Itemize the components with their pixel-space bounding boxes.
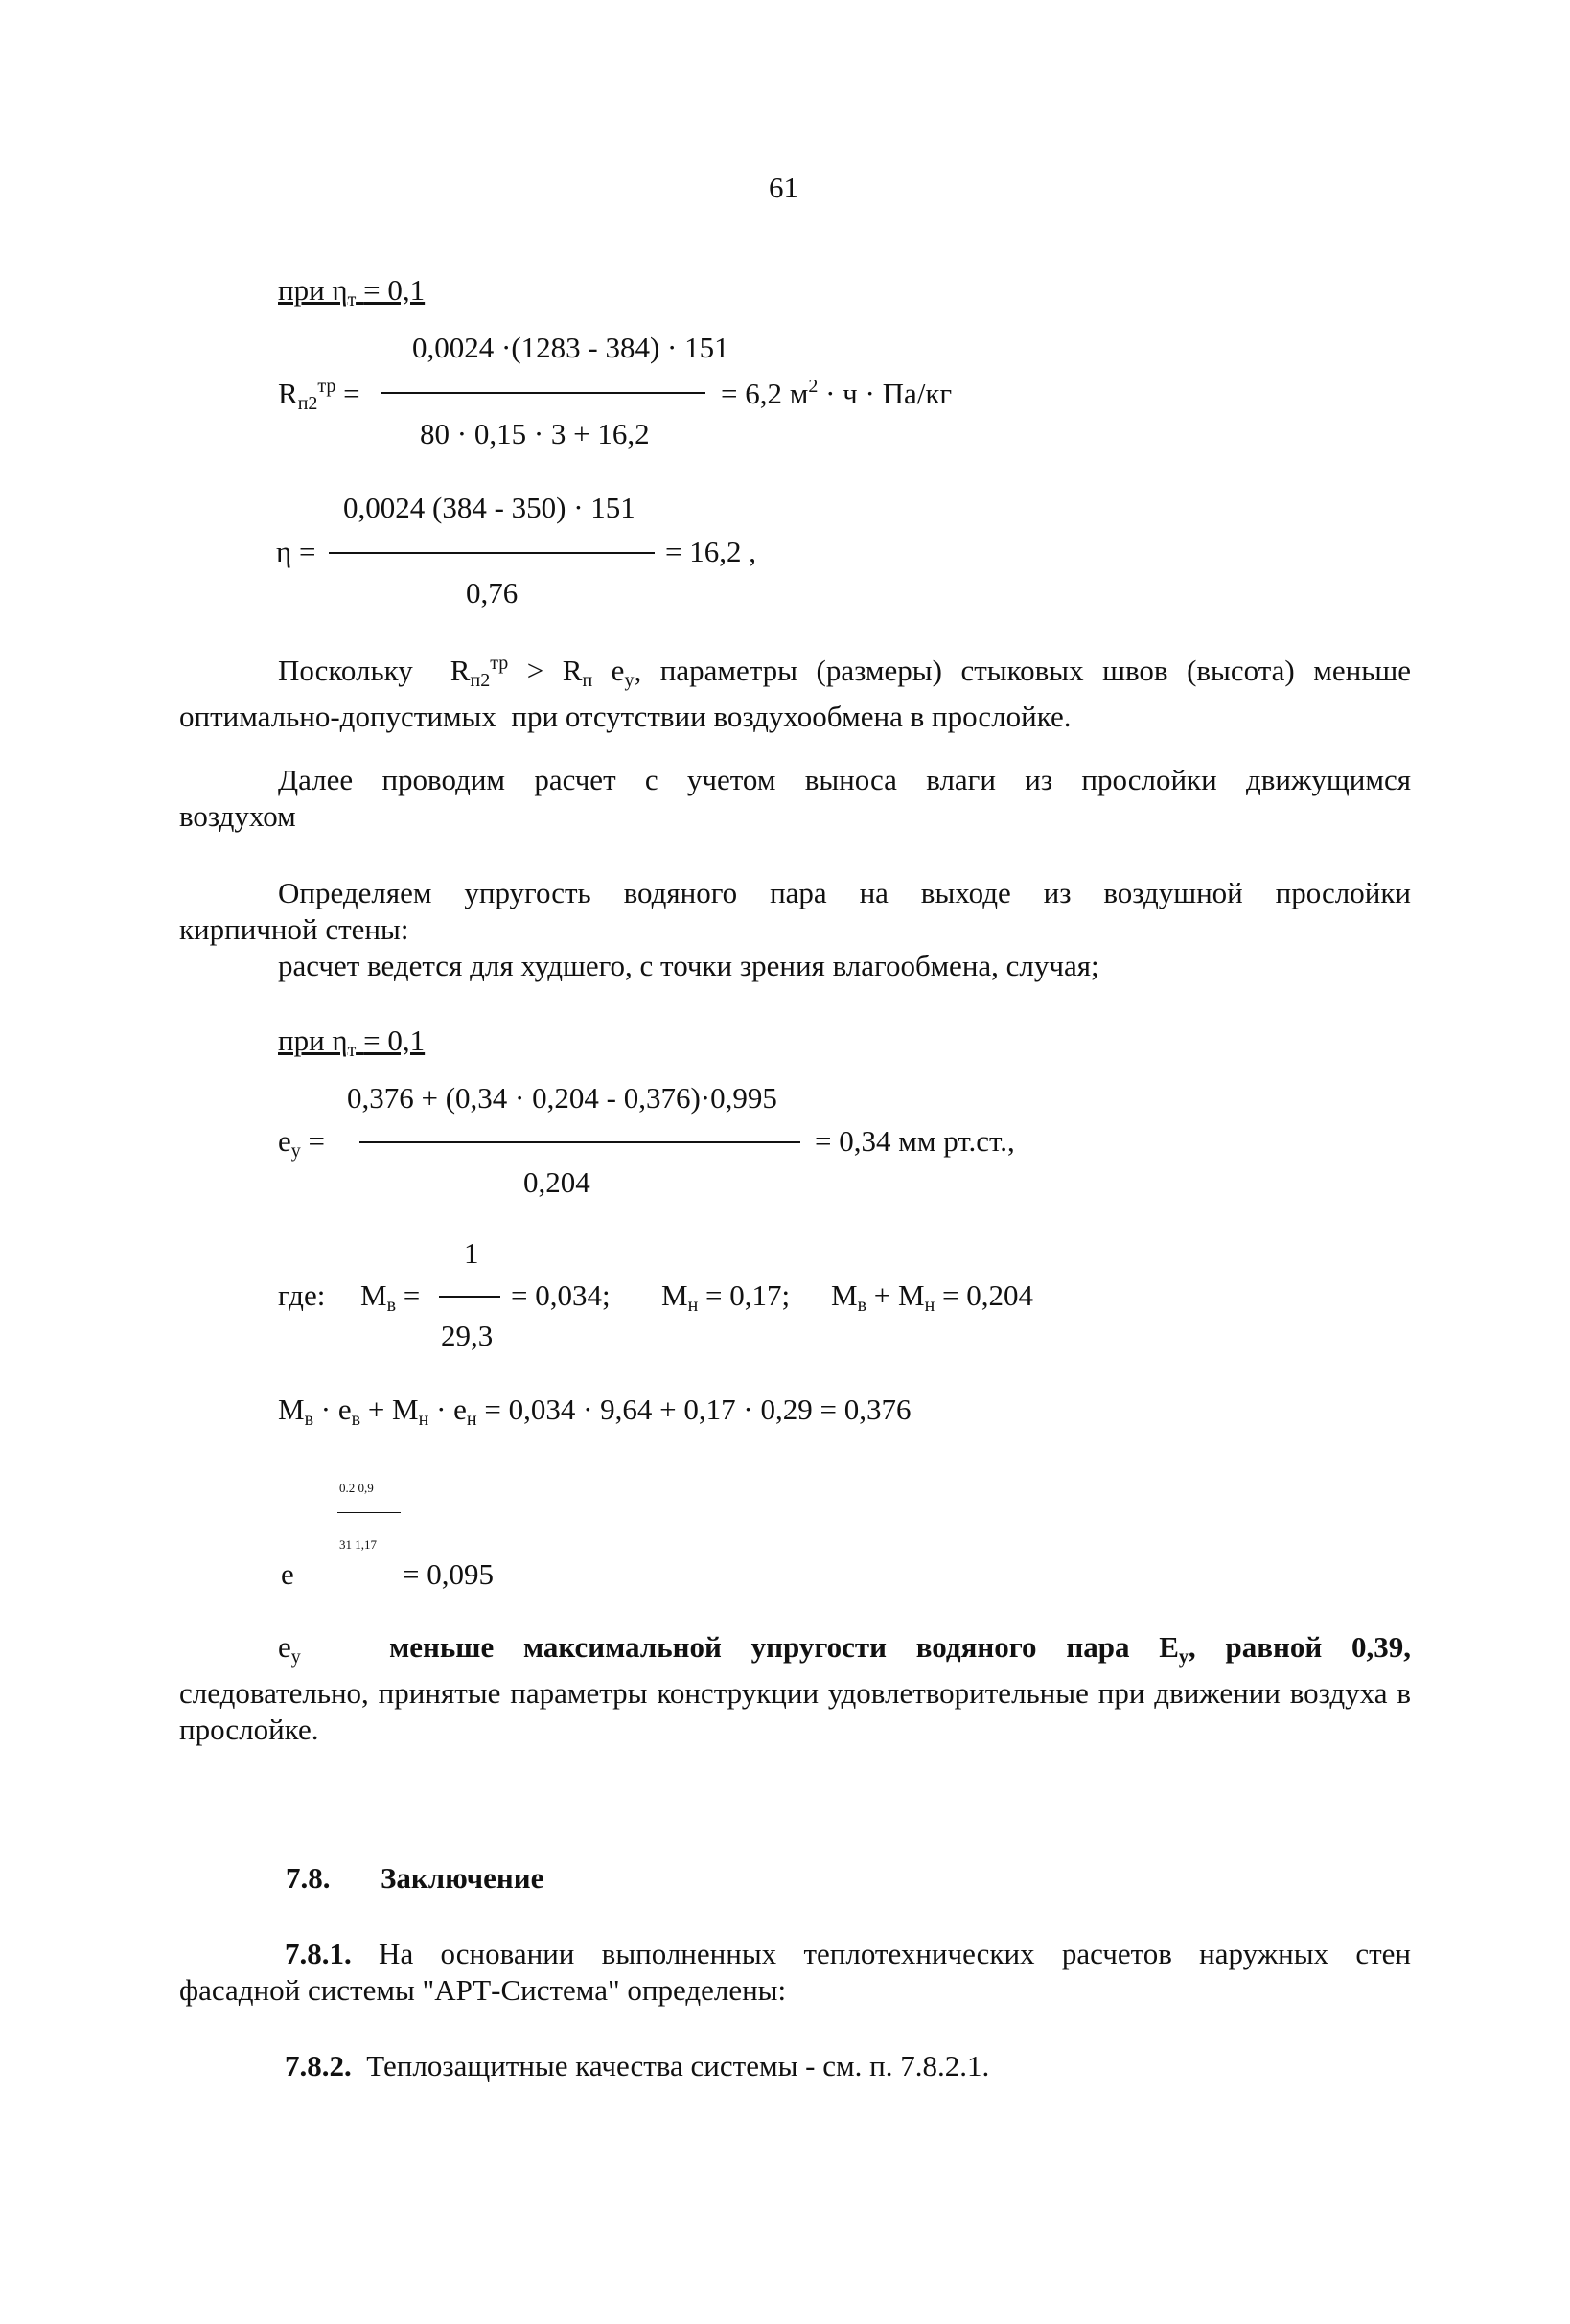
condition-line-1 [278,275,425,310]
page-number: 61 [769,171,798,204]
ey-denominator: 0,204 [523,1165,590,1199]
e-result: = 0,095 [403,1557,494,1591]
ey-result: = 0,34 мм рт.ст., [815,1124,1015,1158]
mv-lhs: $М_в$ = [360,1278,421,1316]
eta-denominator: 0,76 [466,576,519,610]
item-7-8-2: 7.8.2. Теплозащитные качества системы - см. п. 7.8.2.1. [285,2049,990,2082]
paragraph-determine: Определяем упругость водяного пара на выходе из воздушной прослойки кирпичной стены: [179,876,1411,946]
paragraph-further: Далее проводим расчет с учетом выноса влаги из прослойки движущимся воздухом [179,763,1411,833]
condition-text: при $\eta_т = 0,1$ [278,273,426,311]
r-denominator: 80 · 0,15 · 3 + 16,2 [420,417,650,450]
ey-lhs: $е_у$ = [278,1124,325,1162]
exponent-bottom: 31 1,17 [339,1537,377,1552]
exponent-fraction-line [337,1512,401,1513]
mv-ev-line: $М_в \cdot е_в + М_н \cdot е_н = 0,034 \cdot 9,64 + 0,17 \cdot 0,29 = 0,376$ [278,1392,912,1430]
mn-value: $М_н = 0,17$; [661,1278,791,1316]
conclusion-line-2: следовательно, принятые параметры конструкции удовлетворительные при движении воздуха в прослойке. [179,1676,1411,1746]
section-number: 7.8. [286,1861,331,1895]
eta-result: = 16,2 , [665,535,756,568]
r-numerator: 0,0024 ·(1283 - 384) · 151 [412,331,729,364]
eta-lhs: η = [276,535,316,568]
mv-denominator: 29,3 [441,1319,494,1352]
r-fraction-line [381,392,705,394]
mv-fraction-line [439,1296,500,1298]
where-label: где: [278,1278,326,1312]
r-lhs: $R_{п2}^{тр}$ = [278,376,360,414]
paragraph-since: Поскольку $R_{п2}^{тр} > R_п$ $е_у$, параметры (размеры) стыковых швов (высота) меньше оптимально-допустимых при отсутствии воздухообмена в прослойке. [179,653,1412,733]
eta-fraction-line [329,552,655,554]
condition-line-2: при $\eta_т = 0,1$ [278,1024,426,1061]
r-result: = 6,2 $м^2 \cdot ч \cdot Па/кг$ [721,376,953,410]
mv-numerator: 1 [464,1236,479,1270]
ey-numerator: 0,376 + (0,34 · 0,204 - 0,376)·0,995 [347,1081,777,1115]
exponent-top: 0.2 0,9 [339,1481,374,1495]
mv-result: = 0,034; [511,1278,611,1312]
calc-note: расчет ведется для худшего, с точки зрения влагообмена, случая; [278,949,1099,982]
paragraph-ey-conclusion: $е_у$ меньше максимальной упругости водяного пара $Е_у$, равной 0,39, следовательно, принятые параметры конструкции удовлетворительные при движении воздуха в прослойке. [179,1630,1411,1746]
section-title: Заключение [381,1861,544,1895]
eta-numerator: 0,0024 (384 - 350) · 151 [343,491,635,524]
e-base: е [281,1557,294,1591]
mv-mn-sum: $М_в + М_н = 0,204$ [831,1278,1034,1316]
ey-fraction-line [359,1141,800,1143]
item-7-8-1: 7.8.1. На основании выполненных теплотехнических расчетов наружных стен фасадной системы "АРТ-Система" определены: [179,1937,1411,2007]
